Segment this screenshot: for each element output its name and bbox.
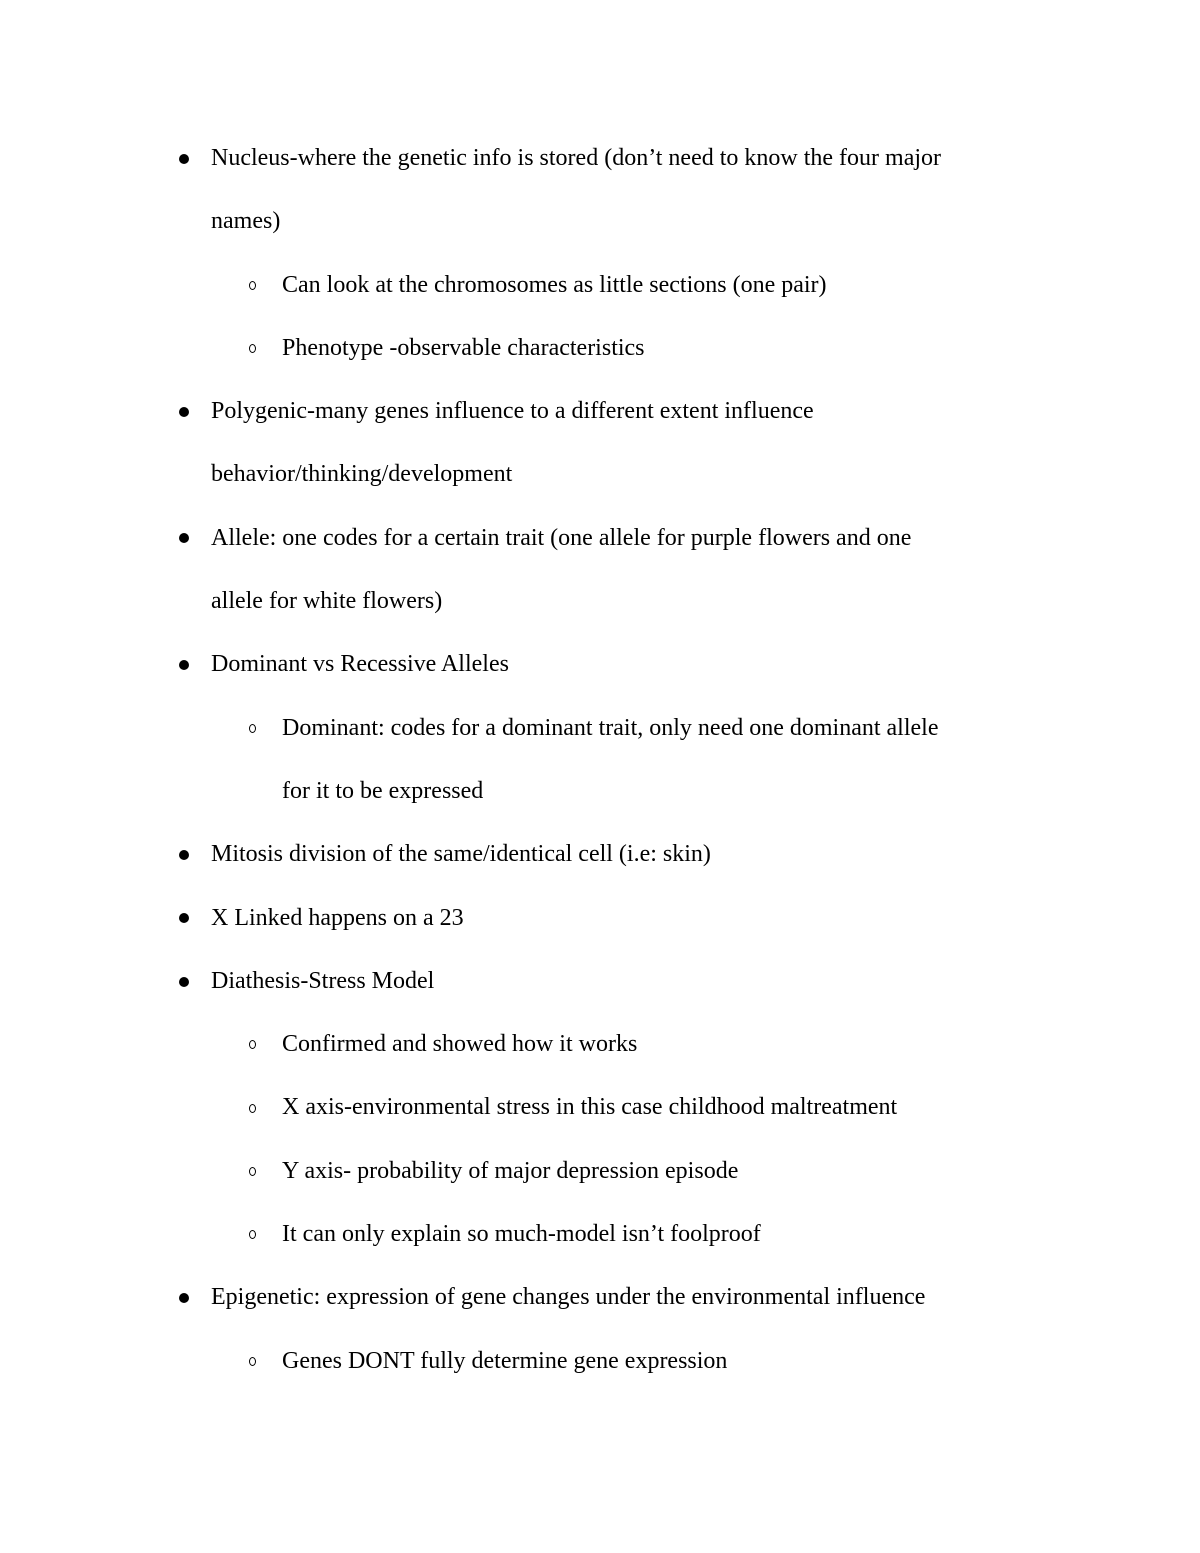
bullet-disc-icon bbox=[179, 950, 189, 1013]
list-item-text: Genes DONT fully determine gene expression bbox=[282, 1347, 728, 1374]
sub-list-item bbox=[0, 1076, 1200, 1139]
list-item-text: Polygenic-many genes influence to a different extent influence bbox=[211, 398, 814, 425]
list-item-text: X Linked happens on a 23 bbox=[211, 904, 464, 931]
list-item bbox=[0, 887, 1200, 950]
bullet-circle-icon bbox=[249, 697, 256, 760]
list-item-text: Allele: one codes for a certain trait (one allele for purple flowers and one bbox=[211, 524, 912, 551]
bullet-disc-icon bbox=[179, 823, 189, 886]
list-item-text: Phenotype -observable characteristics bbox=[282, 334, 645, 361]
list-item-text: Dominant: codes for a dominant trait, only need one dominant allele bbox=[282, 714, 939, 741]
bullet-circle-icon bbox=[249, 254, 256, 317]
list-item-text: Diathesis-Stress Model bbox=[211, 967, 435, 994]
bullet-disc-icon bbox=[179, 380, 189, 443]
list-item-text: allele for white flowers) bbox=[211, 588, 443, 615]
list-item bbox=[0, 1266, 1200, 1329]
list-item-text: Can look at the chromosomes as little sections (one pair) bbox=[282, 271, 827, 298]
list-item-text: behavior/thinking/development bbox=[211, 461, 513, 488]
bullet-disc-icon bbox=[179, 507, 189, 570]
list-item bbox=[0, 507, 1200, 634]
sub-list-item bbox=[0, 1140, 1200, 1203]
list-item-text: X axis-environmental stress in this case childhood maltreatment bbox=[282, 1094, 898, 1121]
list-item-text: It can only explain so much-model isn’t foolproof bbox=[282, 1221, 761, 1248]
list-item bbox=[0, 380, 1200, 507]
bullet-disc-icon bbox=[179, 1266, 189, 1329]
list-item-text: for it to be expressed bbox=[282, 777, 484, 804]
bullet-list bbox=[0, 127, 1200, 1393]
list-item bbox=[0, 823, 1200, 886]
sub-list-item bbox=[0, 697, 1200, 824]
bullet-circle-icon bbox=[249, 1330, 256, 1393]
sub-list-item bbox=[0, 254, 1200, 317]
list-item-text: Dominant vs Recessive Alleles bbox=[211, 651, 509, 678]
list-item bbox=[0, 633, 1200, 696]
bullet-circle-icon bbox=[249, 1140, 256, 1203]
bullet-disc-icon bbox=[179, 633, 189, 696]
sub-list-item bbox=[0, 317, 1200, 380]
list-item-text: Epigenetic: expression of gene changes under the environmental influence bbox=[211, 1284, 926, 1311]
bullet-circle-icon bbox=[249, 1076, 256, 1139]
list-item-text: Nucleus-where the genetic info is stored (don’t need to know the four major bbox=[211, 145, 942, 171]
list-item-text: Confirmed and showed how it works bbox=[282, 1031, 638, 1058]
bullet-circle-icon bbox=[249, 317, 256, 380]
list-item-text: names) bbox=[211, 208, 281, 235]
list-item-text: Mitosis division of the same/identical cell (i.e: skin) bbox=[211, 841, 711, 868]
list-item bbox=[0, 950, 1200, 1013]
bullet-circle-icon bbox=[249, 1203, 256, 1266]
list-item bbox=[0, 127, 1200, 254]
bullet-circle-icon bbox=[249, 1013, 256, 1076]
sub-list-item bbox=[0, 1330, 1200, 1393]
sub-list-item bbox=[0, 1203, 1200, 1266]
sub-list-item bbox=[0, 1013, 1200, 1076]
bullet-disc-icon bbox=[179, 887, 189, 950]
list-item-text: Y axis- probability of major depression episode bbox=[282, 1157, 739, 1184]
bullet-disc-icon bbox=[179, 127, 189, 190]
